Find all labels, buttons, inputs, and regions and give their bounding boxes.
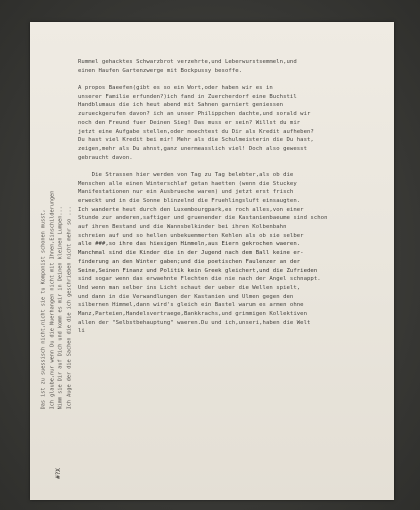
text-line: finderung an den Winter gaben;und die poetischen Faulenzer an der — [78, 258, 301, 265]
text-line — [78, 162, 390, 171]
text-line: alle ###,so ihre das hiesigen Himmeln,aus Eiern gekrochen waeren. — [78, 241, 301, 248]
margin-mark: #?X — [54, 468, 62, 479]
text-line: A propos Baeefen(gibt es so ein Wort,oder haben wir es in — [78, 85, 273, 92]
text-line: Rummel gehacktes Schwarzbrot verzehrte,und Leberwurstsemmeln,und — [78, 59, 297, 65]
text-line: Handblumaus die ich heut abend mit Sahnen garniert geniessen — [78, 102, 284, 109]
margin-note-line: Das ist zu suessisch nicht,nicht sie tu Komponist schonen musst, — [40, 209, 47, 410]
text-line: gebraucht davon. — [78, 154, 133, 161]
margin-note-line: Ich glaube,nur wenn Du die Nuerhangen nicht mit Ihnen,Einschilderungen — [49, 190, 56, 410]
text-line: allen der "Selbstbehauptung" waeren.Du und ich,unseri,haben die Welt — [78, 319, 311, 326]
text-line: Manchmal sind die Kinder die in der Jugend nach dem Ball keine er- — [78, 250, 304, 257]
text-line: li — [78, 328, 85, 335]
text-line: sind sogar wenn das erwaehnte Flechten die nie nach der Angel schnappt. — [78, 276, 321, 283]
text-line: schreien auf und so hellen unbekuemmerten Kehlen als ob sie selber — [78, 232, 304, 239]
text-line: zeigen,mehr als Du ahnst,ganz unermeasslich viel! Doch also gewesst — [78, 145, 307, 152]
text-line: Ich wanderte heut durch den Luxembourgpark,es roch alles,von einer — [78, 206, 304, 213]
text-line: einen Haufen Gartenzwerge mit Bockpussy besoffe. — [78, 67, 243, 74]
margin-note-line: Ich Auge der die Sachen die die ich geschrieben nicht mehr so ... — [66, 206, 73, 410]
margin-note — [41, 191, 76, 410]
text-line: Die Strassen hier werden von Tag zu Tag belebter,als ob die — [78, 171, 294, 178]
text-line: auf ihren Bestand und die Wannsbelkinder bei ihren Kolbenbahn — [78, 224, 287, 231]
text-line: zurueckgerufen davon? ich an unser Philippchen dachte,und sorald wir — [78, 111, 311, 118]
text-line: Manifestationen nur ein Ausbrueche waren) und jetzt erst frisch — [78, 189, 294, 196]
text-line: unserer Familie erfunden?)ich fand in Zuercherdorf eine Buchstil — [78, 93, 297, 100]
text-line: silbernen Himmel,dann wird's gleich ein Bastel warum es armen ohne — [78, 302, 304, 309]
text-line: und dann in die Verwandlungen der Kastanien und Ulmen gegen den — [78, 293, 294, 300]
letter-body — [78, 58, 390, 336]
text-line: Manz,Parteien,Handelsvertraege,Bankkrachs,und grimmigen Kollektiven — [78, 310, 307, 317]
text-line: Und wenn man selber ins Licht schaut der ueber die Wellen spielt, — [78, 284, 301, 291]
text-line: Seine,Seinen Finanz und Politik kein Greek gleichert,und die Zufrieden — [78, 267, 318, 274]
text-line: Menschen alle einen Winterschlaf getan haetten (wenn die Stuckey — [78, 180, 297, 187]
text-line: erweckt und in die Sonne blinzelnd die Fruehlingsluft einsaugten. — [78, 198, 301, 204]
text-line — [78, 75, 390, 84]
margin-note-line: Nimm sie Dir auf Dich und komm es mir in Deinen kleinen Lumpen... — [58, 206, 64, 410]
text-line: Du hast viel Kredit bei mir! Mehr als die Schulmeisterin die Du hast, — [78, 137, 314, 144]
text-line: noch den Freund fuer Deinen Sieg! Das muss er sein? Willst du mir — [78, 119, 301, 126]
text-line: jetzt eine Aufgabe stellen,oder moechtest du Dir als Kredit aufheben? — [78, 128, 314, 135]
text-line: Stunde zur anderen,saftiger und gruenender die Kastanienbaeume sind schon — [78, 215, 328, 222]
